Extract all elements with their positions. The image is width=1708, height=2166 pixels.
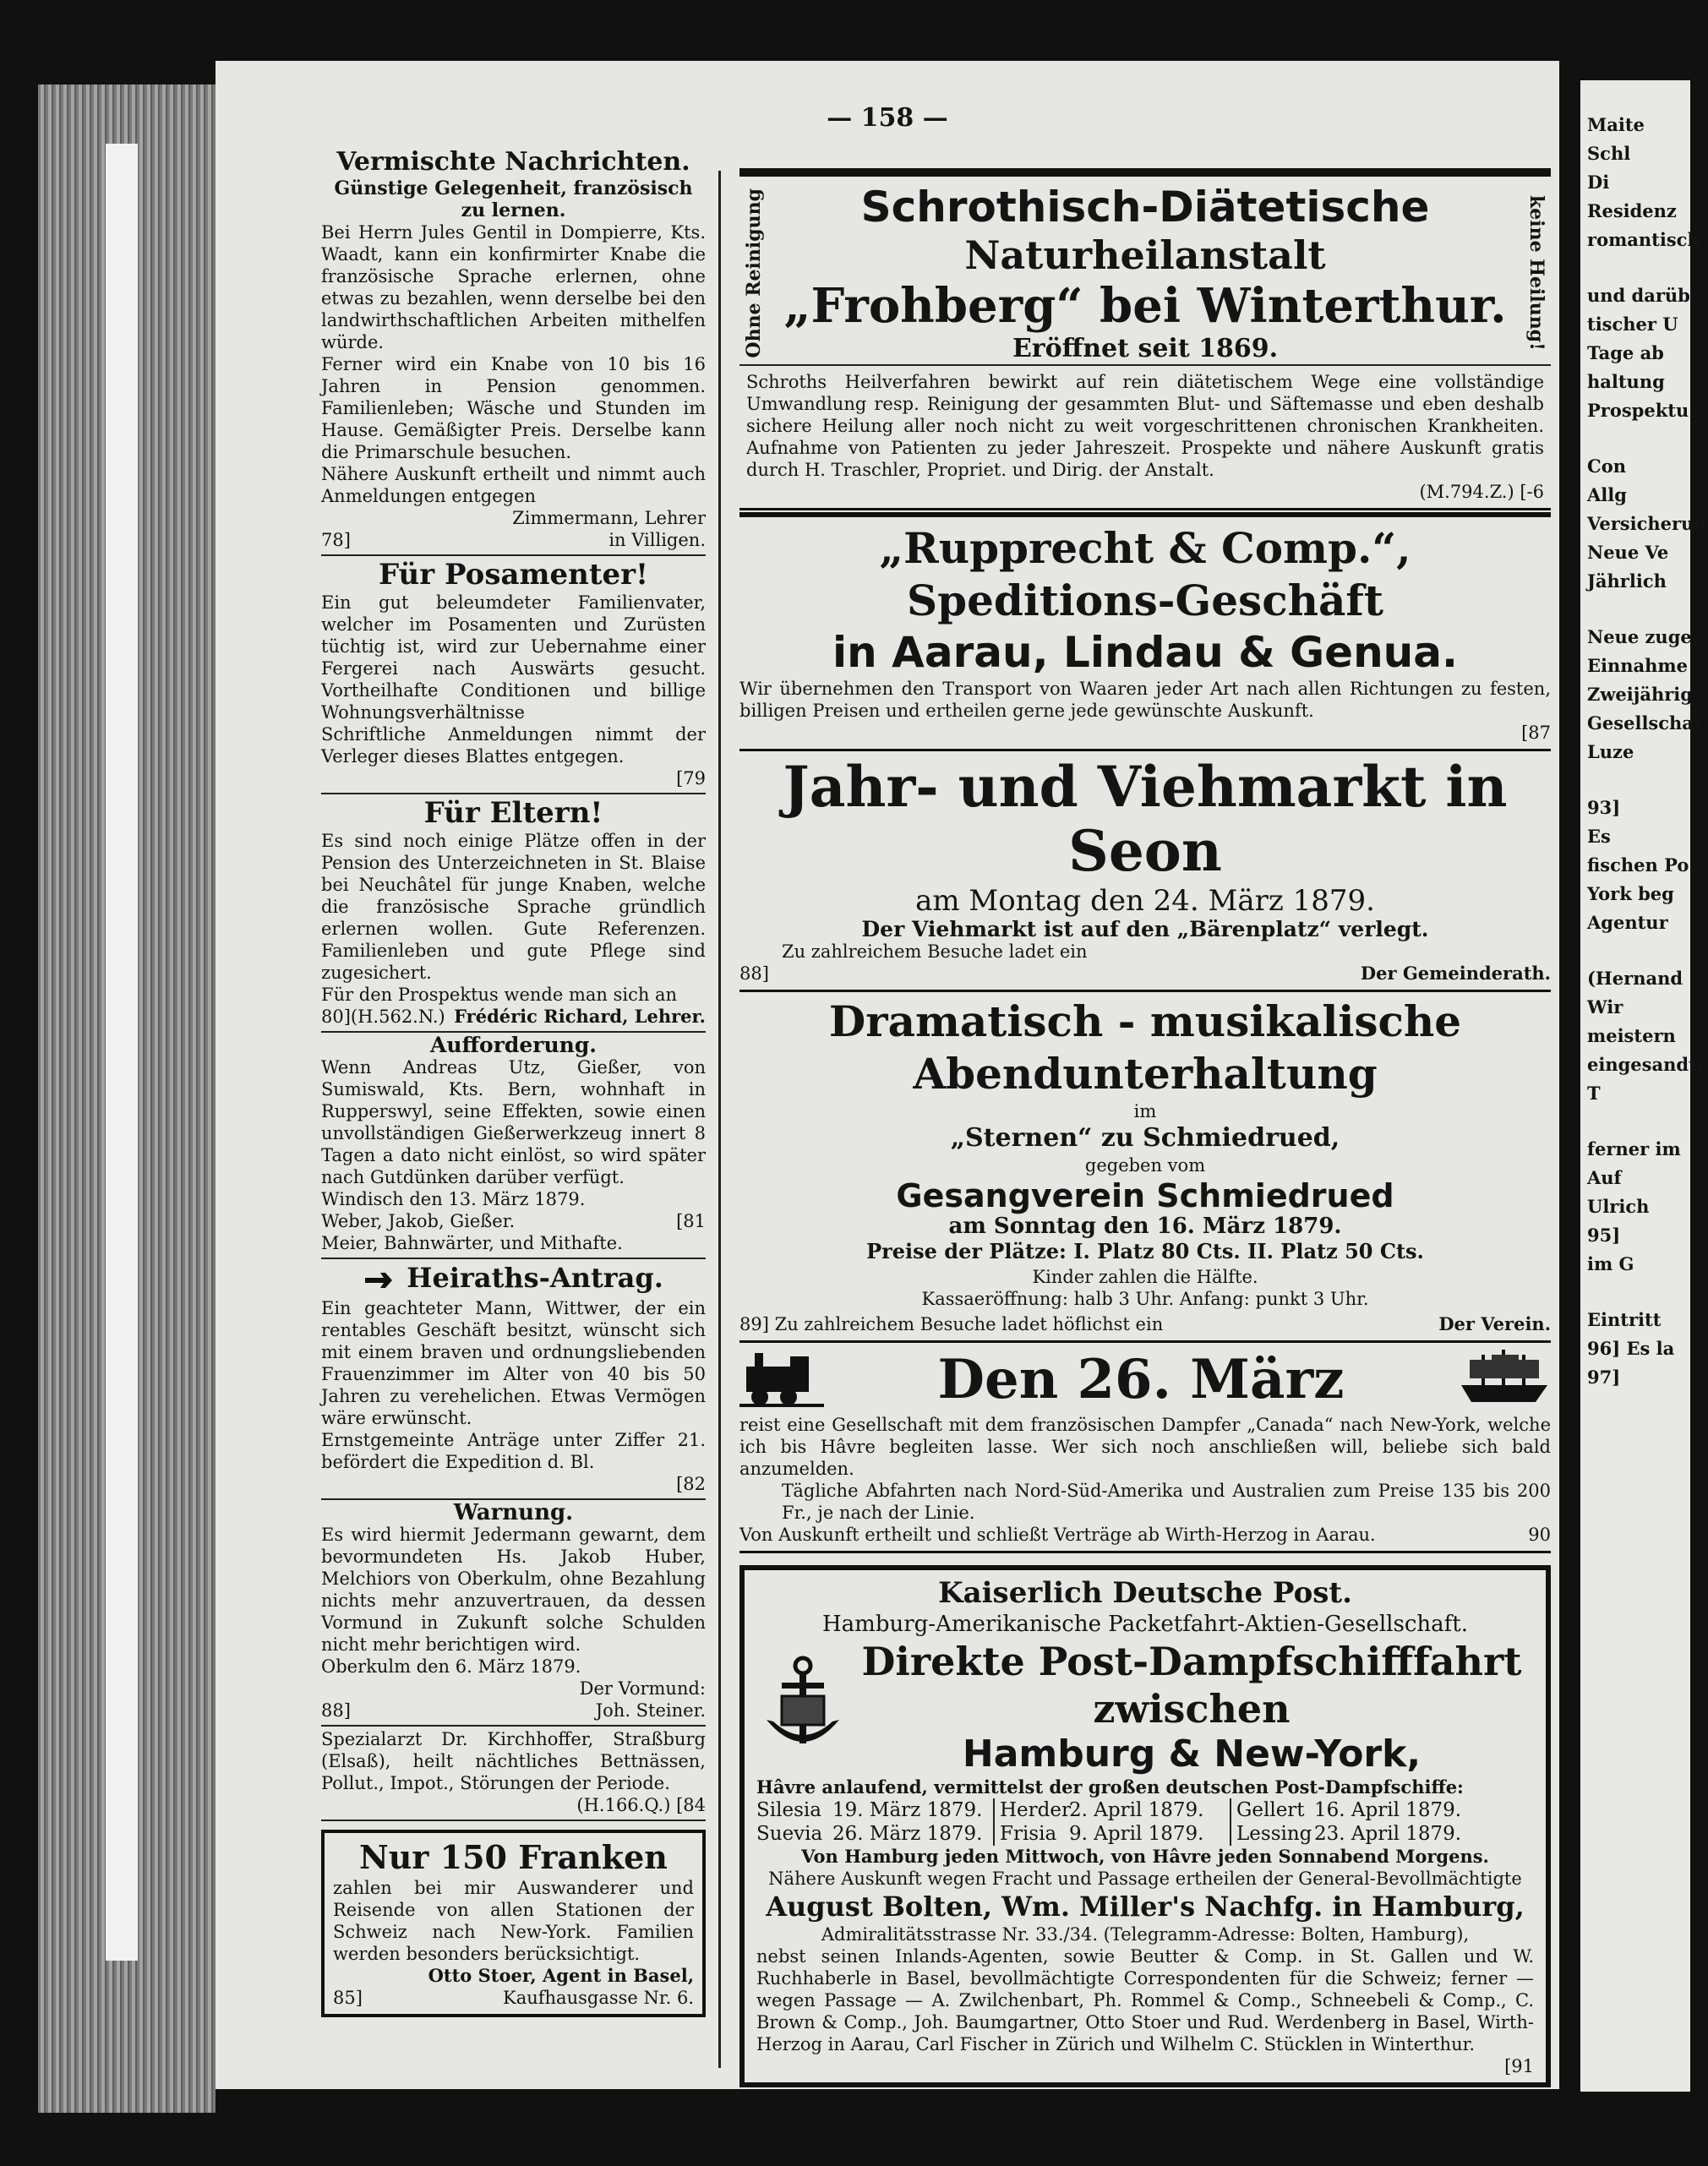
ad-text: Für den Prospektus wende man sich an — [321, 985, 678, 1005]
ad-text: Ein gut beleumdeter Familienvater, welcher im Posamenten und Zurüsten tüchtig ist, wird zur Uebernahme einer Fergerei nach Auswärts gesucht. Vortheilhafte Conditionen und billige Wohnungsverhältnisse — [321, 592, 706, 723]
ad-subtitle: Günstige Gelegenheit, französisch zu lernen. — [334, 177, 693, 221]
page-edge-strip — [106, 144, 138, 1961]
ad-footer — [333, 1987, 694, 2009]
ad-title: Für Posamenter! — [378, 558, 648, 592]
ad-headline — [756, 1638, 1534, 1776]
ad-signature: Frédéric Richard, Lehrer. — [454, 1006, 706, 1027]
ad-header — [739, 1346, 1551, 1414]
neighbor-line: Tage ab — [1587, 342, 1664, 363]
ship-name: Herder — [993, 1798, 1069, 1822]
departure-date: 23. April 1879. — [1314, 1823, 1462, 1845]
ad-number: 78] — [321, 530, 351, 550]
ad-footer — [321, 1700, 706, 1721]
neighbor-line: und darüb — [1587, 285, 1690, 306]
ad-title: Jahr- und Viehmarkt in Seon — [783, 754, 1508, 884]
ad-header — [739, 182, 1551, 366]
ad-text: Ferner wird ein Knabe von 10 bis 16 Jahren in Pension genommen. Familienleben; Wäsche und Stunden im Hause. Gemäßigter Preis. Derselbe kann die Primarschule besuchen. — [321, 354, 706, 462]
ad-text: reist eine Gesellschaft mit dem französischen Dampfer „Canada“ nach New-York, welche ich bis Hâvre begleiten lasse. Wer sich noch anschließen will, beliebe sich bald anzumelden. — [739, 1415, 1551, 1479]
ad-vermischte-nachrichten — [321, 145, 706, 556]
ad-signature: Der Verein. — [1438, 1313, 1551, 1334]
ad-times: Kassaeröffnung: halb 3 Uhr. Anfang: punkt 3 Uhr. — [921, 1289, 1369, 1309]
ad-footer — [739, 1313, 1551, 1335]
neighbor-line: Neue zuge — [1587, 626, 1692, 647]
ad-number: 90 — [1528, 1525, 1551, 1545]
ad-text: Schroths Heilverfahren bewirkt auf rein diätetischem Wege eine vollständige Umwandlung resp. Reinigung der gesammten Blut- und Säftemasse und eben deshalb sichere Heilung aller noch nicht zu weit vorgeschrittenen chronischen Krankheiten. Aufnahme von Patienten zu jeder Jahreszeit. Prospekte und nähere Auskunft gratis durch H. Traschler, Propriet. und Dirig. der Anstalt. — [746, 372, 1544, 480]
ad-posamenter — [321, 556, 706, 794]
ad-text: Es wird hiermit Jedermann gewarnt, dem bevormundeten Hs. Jakob Huber, Melchiors von Oberkulm, ohne Bezahlung nichts mehr anzuvertrauen, da dessen Vormund in Zukunft solche Schulden nicht mehr berichtigen wird. — [321, 1524, 706, 1655]
ad-text: Es sind noch einige Plätze offen in der Pension des Unterzeichneten in St. Blaise bei Neuchâtel für junge Knaben, welche die französische Sprache gründlich erlernen wollen. Gute Referenzen. Familienleben und gute Pflege sind zugesichert. — [321, 831, 706, 983]
ad-title: Dramatisch - musikalische Abendunterhaltung — [828, 996, 1462, 1099]
ad-number: 89] — [739, 1314, 769, 1334]
ad-viehmarkt-seon — [739, 751, 1551, 992]
ad-number: [84 — [676, 1794, 706, 1815]
departure-date: 2. April 1879. — [1069, 1799, 1204, 1821]
neighbor-line: romantisch — [1587, 229, 1700, 250]
ad-number: [91 — [1504, 2056, 1534, 2076]
ad-title: Kaiserlich Deutsche Post. — [938, 1576, 1352, 1610]
neighbor-line: Di — [1587, 172, 1610, 193]
right-column — [739, 166, 1551, 2087]
ad-title-2: Naturheilanstalt — [964, 232, 1326, 278]
ad-text: Ein geachteter Mann, Wittwer, der ein rentables Geschäft besitzt, wünscht sich mit einem braven und ordnungsliebenden Frauenzimmer im Alter von 40 bis 50 Jahren zu verehelichen. Etwas Vermögen wäre erwünscht. — [321, 1297, 706, 1428]
schedule-row — [756, 1798, 1534, 1822]
ad-role: Der Vormund: — [579, 1678, 706, 1699]
neighbor-line: 97] — [1587, 1367, 1621, 1388]
ad-text: Bei Herrn Jules Gentil in Dompierre, Kts. Waadt, kann ein konfirmirter Knabe die französische Sprache erlernen, ohne etwas zu bezahlen, wenn derselbe bei den landwirthschaftlichen Arbeiten mithelfen würde. — [321, 222, 706, 352]
neighbor-line: tischer U — [1587, 314, 1678, 335]
ad-route: Hamburg & New-York, — [962, 1732, 1422, 1776]
neighbor-line: Agentur — [1587, 912, 1668, 933]
ad-footer — [321, 1210, 706, 1232]
neighbor-line: T — [1587, 1083, 1601, 1104]
ad-title: Für Eltern! — [423, 796, 603, 830]
neighbor-line: Jährlich — [1587, 570, 1667, 592]
ad-venue: „Sternen“ zu Schmiedrued, — [950, 1123, 1340, 1153]
ad-title: Nur 150 Franken — [359, 1837, 668, 1876]
ad-address: Admiralitätsstrasse Nr. 33./34. (Telegramm-Adresse: Bolten, Hamburg), — [821, 1924, 1470, 1945]
ad-title-3: „Frohberg“ bei Winterthur. — [783, 278, 1507, 334]
page-number: — 158 — — [827, 103, 948, 133]
ad-text: Schriftliche Anmeldungen nimmt der Verleger dieses Blattes entgegen. — [321, 724, 706, 767]
ad-code: (M.794.Z.) [-6 — [1419, 482, 1544, 502]
locomotive-icon — [739, 1348, 824, 1412]
neighbor-line: meistern — [1587, 1025, 1676, 1046]
ad-code: (H.166.Q.) — [576, 1794, 671, 1815]
ad-title — [321, 1261, 706, 1297]
ship-name: Lessing — [1230, 1822, 1314, 1846]
ad-number: 85] — [333, 1987, 363, 2008]
neighbor-line: 95] — [1587, 1225, 1621, 1246]
ad-subtitle: Eröffnet seit 1869. — [1012, 334, 1279, 363]
ad-company: Hamburg-Amerikanische Packetfahrt-Aktien-Gesellschaft. — [822, 1612, 1468, 1637]
neighbor-line: ferner im — [1587, 1138, 1681, 1159]
neighbor-text — [1580, 80, 1708, 1389]
ad-text: Spezialarzt Dr. Kirchhoffer, Straßburg (Elsaß), heilt nächtliches Bettnässen, Pollut., Impot., Störungen der Periode. — [321, 1728, 706, 1793]
ad-rupprecht — [739, 519, 1551, 751]
neighbor-line: haltung — [1587, 371, 1665, 392]
side-text: keine Heilung! — [1525, 195, 1547, 351]
ad-text: zahlen bei mir Auswanderer und Reisende von allen Stationen der Schweiz nach New-York. Familien werden besonders berücksichtigt. — [333, 1877, 694, 1964]
neighbor-line: (Hernand — [1587, 968, 1683, 989]
ad-line: im — [1133, 1101, 1157, 1121]
ad-line: Kinder zahlen die Hälfte. — [1032, 1267, 1258, 1287]
neighbor-line: im G — [1587, 1253, 1634, 1274]
neighbor-line: Prospektu — [1587, 400, 1689, 421]
neighbor-line: Residenz — [1587, 200, 1677, 221]
ad-organizer: Gesangverein Schmiedrued — [896, 1177, 1394, 1214]
neighbor-line: Eintritt — [1587, 1309, 1662, 1330]
neighbor-line: Zweijährig — [1587, 684, 1693, 705]
neighbor-line: Neue Ve — [1587, 542, 1669, 563]
ad-number: 88] — [321, 1700, 351, 1721]
ad-invite: Zu zahlreichem Besuche ladet höflichst ein — [774, 1314, 1164, 1334]
ad-number: [79 — [676, 768, 706, 788]
ad-abendunterhaltung — [739, 992, 1551, 1343]
ad-text: Wenn Andreas Utz, Gießer, von Sumiswald, Kts. Bern, wohnhaft in Rupperswyl, seine Effekten, sowie einen unvollständigen Gießerwerkzeug innert 8 Tagen a dato nicht einlöst, so wird später nach Gutdünken darüber verfügt. — [321, 1057, 706, 1187]
ship-name: Frisia — [993, 1822, 1069, 1846]
schedule-row — [756, 1822, 1534, 1846]
ad-fuer-eltern — [321, 794, 706, 1033]
ad-signature: Zimmermann, Lehrer — [512, 508, 706, 528]
ad-note: Der Viehmarkt ist auf den „Bärenplatz“ verlegt. — [861, 917, 1429, 941]
departure-date: 19. März 1879. — [832, 1799, 983, 1821]
ad-nur-150-franken — [321, 1830, 706, 2017]
ad-signature: Joh. Steiner. — [595, 1700, 706, 1721]
ad-text: Nähere Auskunft wegen Fracht und Passage ertheilen der General-Bevollmächtigte — [768, 1869, 1522, 1889]
ad-title: Warnung. — [453, 1499, 574, 1525]
neighbor-line: Versicherun — [1587, 513, 1707, 534]
ad-agent: August Bolten, Wm. Miller's Nachfg. in Hamburg, — [766, 1890, 1525, 1923]
side-text: Ohne Reinigung — [743, 188, 765, 358]
top-rule — [739, 168, 1551, 177]
neighbor-line: eingesandte — [1587, 1054, 1708, 1075]
ad-title-text: Heiraths-Antrag. — [407, 1262, 663, 1294]
ad-text: Tägliche Abfahrten nach Nord-Süd-Amerika und Australien zum Preise 135 bis 200 Fr., je nach der Linie. — [782, 1481, 1551, 1523]
ad-address: Kaufhausgasse Nr. 6. — [503, 1987, 694, 2008]
neighbor-line: Luze — [1587, 741, 1634, 762]
ad-line: gegeben vom — [1084, 1155, 1206, 1176]
ad-text: Nähere Auskunft ertheilt und nimmt auch Anmeldungen entgegen — [321, 464, 706, 506]
ad-footer — [739, 1524, 1551, 1546]
ad-title: Vermischte Nachrichten. — [336, 147, 690, 177]
ad-heiraths-antrag — [321, 1259, 706, 1500]
ad-den-26-maerz — [739, 1343, 1551, 1553]
departure-date: 16. April 1879. — [1314, 1799, 1462, 1821]
ad-number: [81 — [676, 1211, 706, 1231]
ad-subline: Hâvre anlaufend, vermittelst der großen deutschen Post-Dampfschiffe: — [756, 1776, 1464, 1798]
ad-footer — [739, 963, 1551, 985]
neighbor-line: York beg — [1587, 883, 1674, 904]
ad-number: 80](H.562.N.) — [321, 1007, 445, 1027]
ad-place-date: Oberkulm den 6. März 1879. — [321, 1656, 581, 1677]
rule — [739, 512, 1551, 517]
neighbor-line: Es — [1587, 826, 1611, 847]
ad-text: nebst seinen Inlands-Agenten, sowie Beutter & Comp. in St. Gallen und W. Ruchhaberle in Basel, bevollmächtigte Correspondenten für die Schweiz; ferner — wegen Passage — A. Zwilchenbart, Ph. Rommel & Comp., Schneebeli & Comp., C. Brown & Comp., Joh. Baumgartner, Otto Stoer und Rud. Werdenberg in Basel, Wirth-Herzog in Aarau, Carl Fischer in Zürich und Wilhelm C. Stücklen in Winterthur. — [756, 1946, 1534, 2054]
ad-signature: Otto Stoer, Agent in Basel, — [428, 1964, 694, 1986]
neighbor-line: Einnahme — [1587, 655, 1688, 676]
ad-title-2: Direkte Post-Dampfschifffahrt zwischen — [861, 1639, 1522, 1732]
ad-headline — [768, 182, 1522, 364]
ad-title: Schrothisch-Diätetische — [860, 183, 1430, 232]
departure-date: 9. April 1879. — [1069, 1823, 1204, 1845]
ad-footer — [321, 1794, 706, 1816]
neighbor-line: 93] — [1587, 797, 1621, 818]
ad-naturheilanstalt — [739, 178, 1551, 510]
neighbor-line: Maite — [1587, 114, 1645, 135]
anchor-emblem-icon — [756, 1654, 849, 1760]
ad-spezialarzt — [321, 1727, 706, 1821]
neighbor-line: Wir — [1587, 996, 1623, 1018]
neighbor-line: Gesellschaf — [1587, 712, 1701, 734]
ad-headline-text — [849, 1638, 1534, 1776]
ad-signature: in Villigen. — [608, 530, 706, 550]
side-banner-left — [739, 182, 768, 364]
ad-signature: Der Gemeinderath. — [1360, 963, 1551, 984]
ad-title: Den 26. März — [937, 1348, 1345, 1411]
side-banner-right — [1522, 182, 1551, 364]
ad-signature: Weber, Jakob, Gießer. — [321, 1211, 516, 1231]
ad-title-2: in Aarau, Lindau & Genua. — [832, 628, 1458, 677]
ad-place-date: Windisch den 13. März 1879. — [321, 1189, 586, 1209]
ad-date: am Montag den 24. März 1879. — [915, 884, 1375, 918]
ad-warnung — [321, 1500, 706, 1727]
column-rule — [718, 171, 721, 2068]
ad-prices: Preise der Plätze: I. Platz 80 Cts. II. Platz 50 Cts. — [866, 1239, 1424, 1263]
ship-name: Gellert — [1230, 1798, 1314, 1822]
ad-text: Von Auskunft ertheilt und schließt Verträge ab Wirth-Herzog in Aarau. — [739, 1525, 1376, 1545]
ad-footer — [321, 529, 706, 551]
ad-hamburg-amerika — [739, 1565, 1551, 2087]
neighbor-line: 96] Es la — [1587, 1338, 1675, 1359]
ad-title: Aufforderung. — [429, 1033, 598, 1057]
neighbor-page — [1580, 80, 1708, 2092]
neighbor-line: Allg — [1587, 484, 1627, 505]
ad-date: am Sonntag den 16. März 1879. — [948, 1214, 1342, 1239]
ship-name: Suevia — [756, 1823, 823, 1845]
left-column — [321, 145, 706, 2017]
newspaper-page — [216, 61, 1559, 2089]
ad-title: „Rupprecht & Comp.“, Speditions-Geschäft — [879, 523, 1411, 625]
ad-signature: Meier, Bahnwärter, und Mithafte. — [321, 1233, 623, 1253]
ship-name: Silesia — [756, 1799, 821, 1821]
ad-aufforderung — [321, 1033, 706, 1259]
departure-date: 26. März 1879. — [832, 1823, 983, 1845]
neighbor-line: Con — [1587, 456, 1626, 477]
pointing-hand-icon — [363, 1263, 397, 1297]
neighbor-line: Auf — [1587, 1167, 1622, 1188]
ad-footer — [321, 1006, 706, 1028]
ad-text: Ernstgemeinte Anträge unter Ziffer 21. befördert die Expedition d. Bl. — [321, 1429, 706, 1472]
ad-text: Wir übernehmen den Transport von Waaren jeder Art nach allen Richtungen zu festen, billigen Preisen und ertheilen gerne jede gewünschte Auskunft. — [739, 679, 1551, 721]
ad-number: [87 — [1521, 723, 1551, 743]
ad-number: [82 — [676, 1473, 706, 1494]
neighbor-line: Ulrich — [1587, 1196, 1650, 1217]
steamship-icon — [1458, 1348, 1551, 1412]
neighbor-line: Schl — [1587, 143, 1631, 164]
schedule-table — [756, 1798, 1534, 1846]
ad-departures: Von Hamburg jeden Mittwoch, von Hâvre jeden Sonnabend Morgens. — [801, 1846, 1489, 1867]
ad-number: 88] — [739, 963, 769, 984]
ad-invite: Zu zahlreichem Besuche ladet ein — [782, 941, 1088, 962]
neighbor-line: fischen Po — [1587, 854, 1689, 876]
